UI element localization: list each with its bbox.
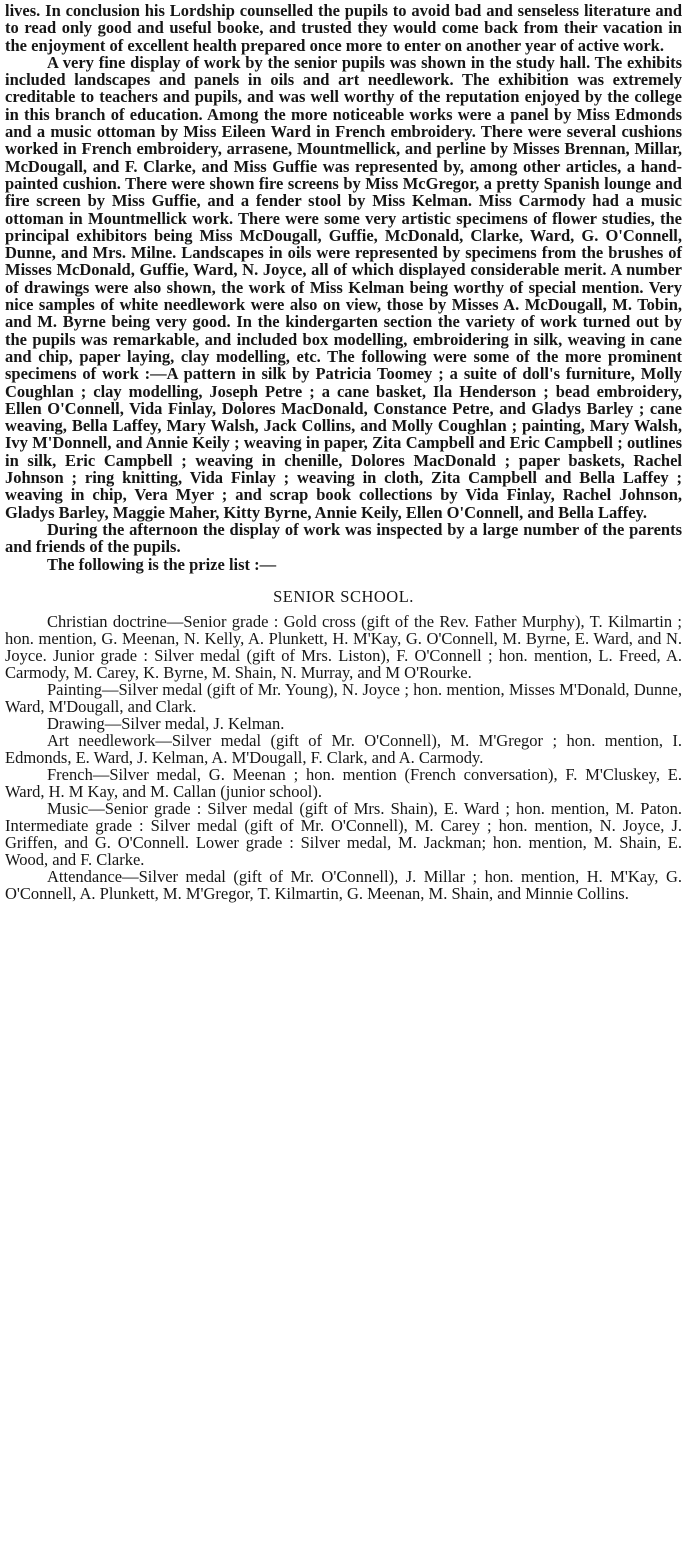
prize-painting: Painting—Silver medal (gift of Mr. Young), N. Joyce ; hon. mention, Misses M'Donald, Dunne, Ward, M'Dougall, and Clark. xyxy=(5,680,682,717)
prize-drawing: Drawing—Silver medal, J. Kelman. xyxy=(47,714,285,734)
paragraph-conclusion: lives. In conclusion his Lordship counselled the pupils to avoid bad and senseless literature and to read only good and useful booke, and trusted they would come back from their vacation in the enjoyment of excellent health prepared once more to enter on another year of active work. xyxy=(5,1,682,55)
prize-christian-doctrine: Christian doctrine—Senior grade : Gold cross (gift of the Rev. Father Murphy), T. Kilmartin ; hon. mention, G. Meenan, N. Kelly, A. Plunkett, H. M'Kay, G. O'Connell, M. Byrne, E. Ward, and N. Joyce. Junior grade : Silver medal (gift of Mrs. Liston), F. O'Connell ; hon. mention, L. Freed, A. Carmody, M. Carey, K. Byrne, M. Shain, N. Murray, and M O'Rourke. xyxy=(5,612,682,683)
prize-art-needlework: Art needlework—Silver medal (gift of Mr. O'Connell), M. M'Gregor ; hon. mention, I. Edmonds, E. Ward, J. Kelman, A. M'Dougall, F. Clark, and A. Carmody. xyxy=(5,731,682,768)
paragraph-afternoon: During the afternoon the display of work was inspected by a large number of the parents and friends of the pupils. xyxy=(5,519,682,557)
prize-french: French—Silver medal, G. Meenan ; hon. mention (French conversation), F. M'Cluskey, E. Ward, H. M Kay, and M. Callan (junior school). xyxy=(5,765,682,802)
section-heading-senior-school: SENIOR SCHOOL. xyxy=(273,586,414,606)
paragraph-prize-intro: The following is the prize list :— xyxy=(47,554,277,574)
paragraph-work-display: A very fine display of work by the senior pupils was shown in the study hall. The exhibits included landscapes and panels in oils and art needlework. The exhibition was extremely creditable to teachers and pupils, and was well worthy of the reputation enjoyed by the college in this branch of education. Among the more noticeable works were a panel by Miss Edmonds and a music ottoman by Miss Eileen Ward in French embroidery. There were several cushions worked in French embroidery, arrasene, Mountmellick, and perline by Misses Brennan, Millar, McDougall, and F. Clarke, and Miss Guffie was represented by, among other articles, a hand-painted cushion. There were shown fire screens by Miss McGregor, a pretty Spanish lounge and fire screen by Miss Guffie, and a fender stool by Miss Kelman. Miss Carmody had a music ottoman in Mountmellick work. There were some very artistic specimens of flower studies, the principal exhibitors being Miss McDougall, Guffie, McDonald, Clarke, Ward, G. O'Connell, Dunne, and Mrs. Milne. Landscapes in oils were represented by specimens from the brushes of Misses McDonald, Guffie, Ward, N. Joyce, all of which displayed considerable merit. A number of drawings were also shown, the work of Miss Kelman being worthy of special mention. Very nice samples of white needlework were also on view, those by Misses A. McDougall, M. Tobin, and M. Byrne being very good. In the kindergarten section the variety of work turned out by the pupils was remarkable, and included box modelling, embroidering in silk, weaving in cane and chip, paper laying, clay modelling, etc. The following were some of the more prominent specimens of work :—A pattern in silk by Patricia Toomey ; a suite of doll's furniture, Molly Coughlan ; clay modelling, Joseph Petre ; a cane basket, Ila Henderson ; bead embroidery, Ellen O'Connell, Vida Finlay, Dolores MacDonald, Constance Petre, and Gladys Barley ; cane weaving, Bella Laffey, Mary Walsh, Jack Collins, and Molly Coughlan ; painting, Mary Walsh, Ivy M'Donnell, and Annie Keily ; weaving in paper, Zita Campbell and Eric Campbell ; outlines in silk, Eric Campbell ; weaving in chenille, Dolores MacDonald ; paper baskets, Rachel Johnson ; ring knitting, Vida Finlay ; weaving in cloth, Zita Campbell and Bella Laffey ; weaving in chip, Vera Myer ; and scrap book collections by Vida Finlay, Rachel Johnson, Gladys Barley, Maggie Maher, Kitty Byrne, Annie Keily, Ellen O'Connell, and Bella Laffey. xyxy=(5,52,682,522)
prize-attendance: Attendance—Silver medal (gift of Mr. O'Connell), J. Millar ; hon. mention, H. M'Kay, G. O'Connell, A. Plunkett, M. M'Gregor, T. Kilmartin, G. Meenan, M. Shain, and Minnie Collins. xyxy=(5,867,682,904)
prize-music: Music—Senior grade : Silver medal (gift of Mrs. Shain), E. Ward ; hon. mention, M. Paton. Intermediate grade : Silver medal (gift of Mr. O'Connell), M. Carey ; hon. mention, N. Joyce, J. Griffen, and G. O'Connell. Lower grade : Silver medal, M. Jackman; hon. mention, M. Shain, E. Wood, and F. Clarke. xyxy=(5,799,682,870)
